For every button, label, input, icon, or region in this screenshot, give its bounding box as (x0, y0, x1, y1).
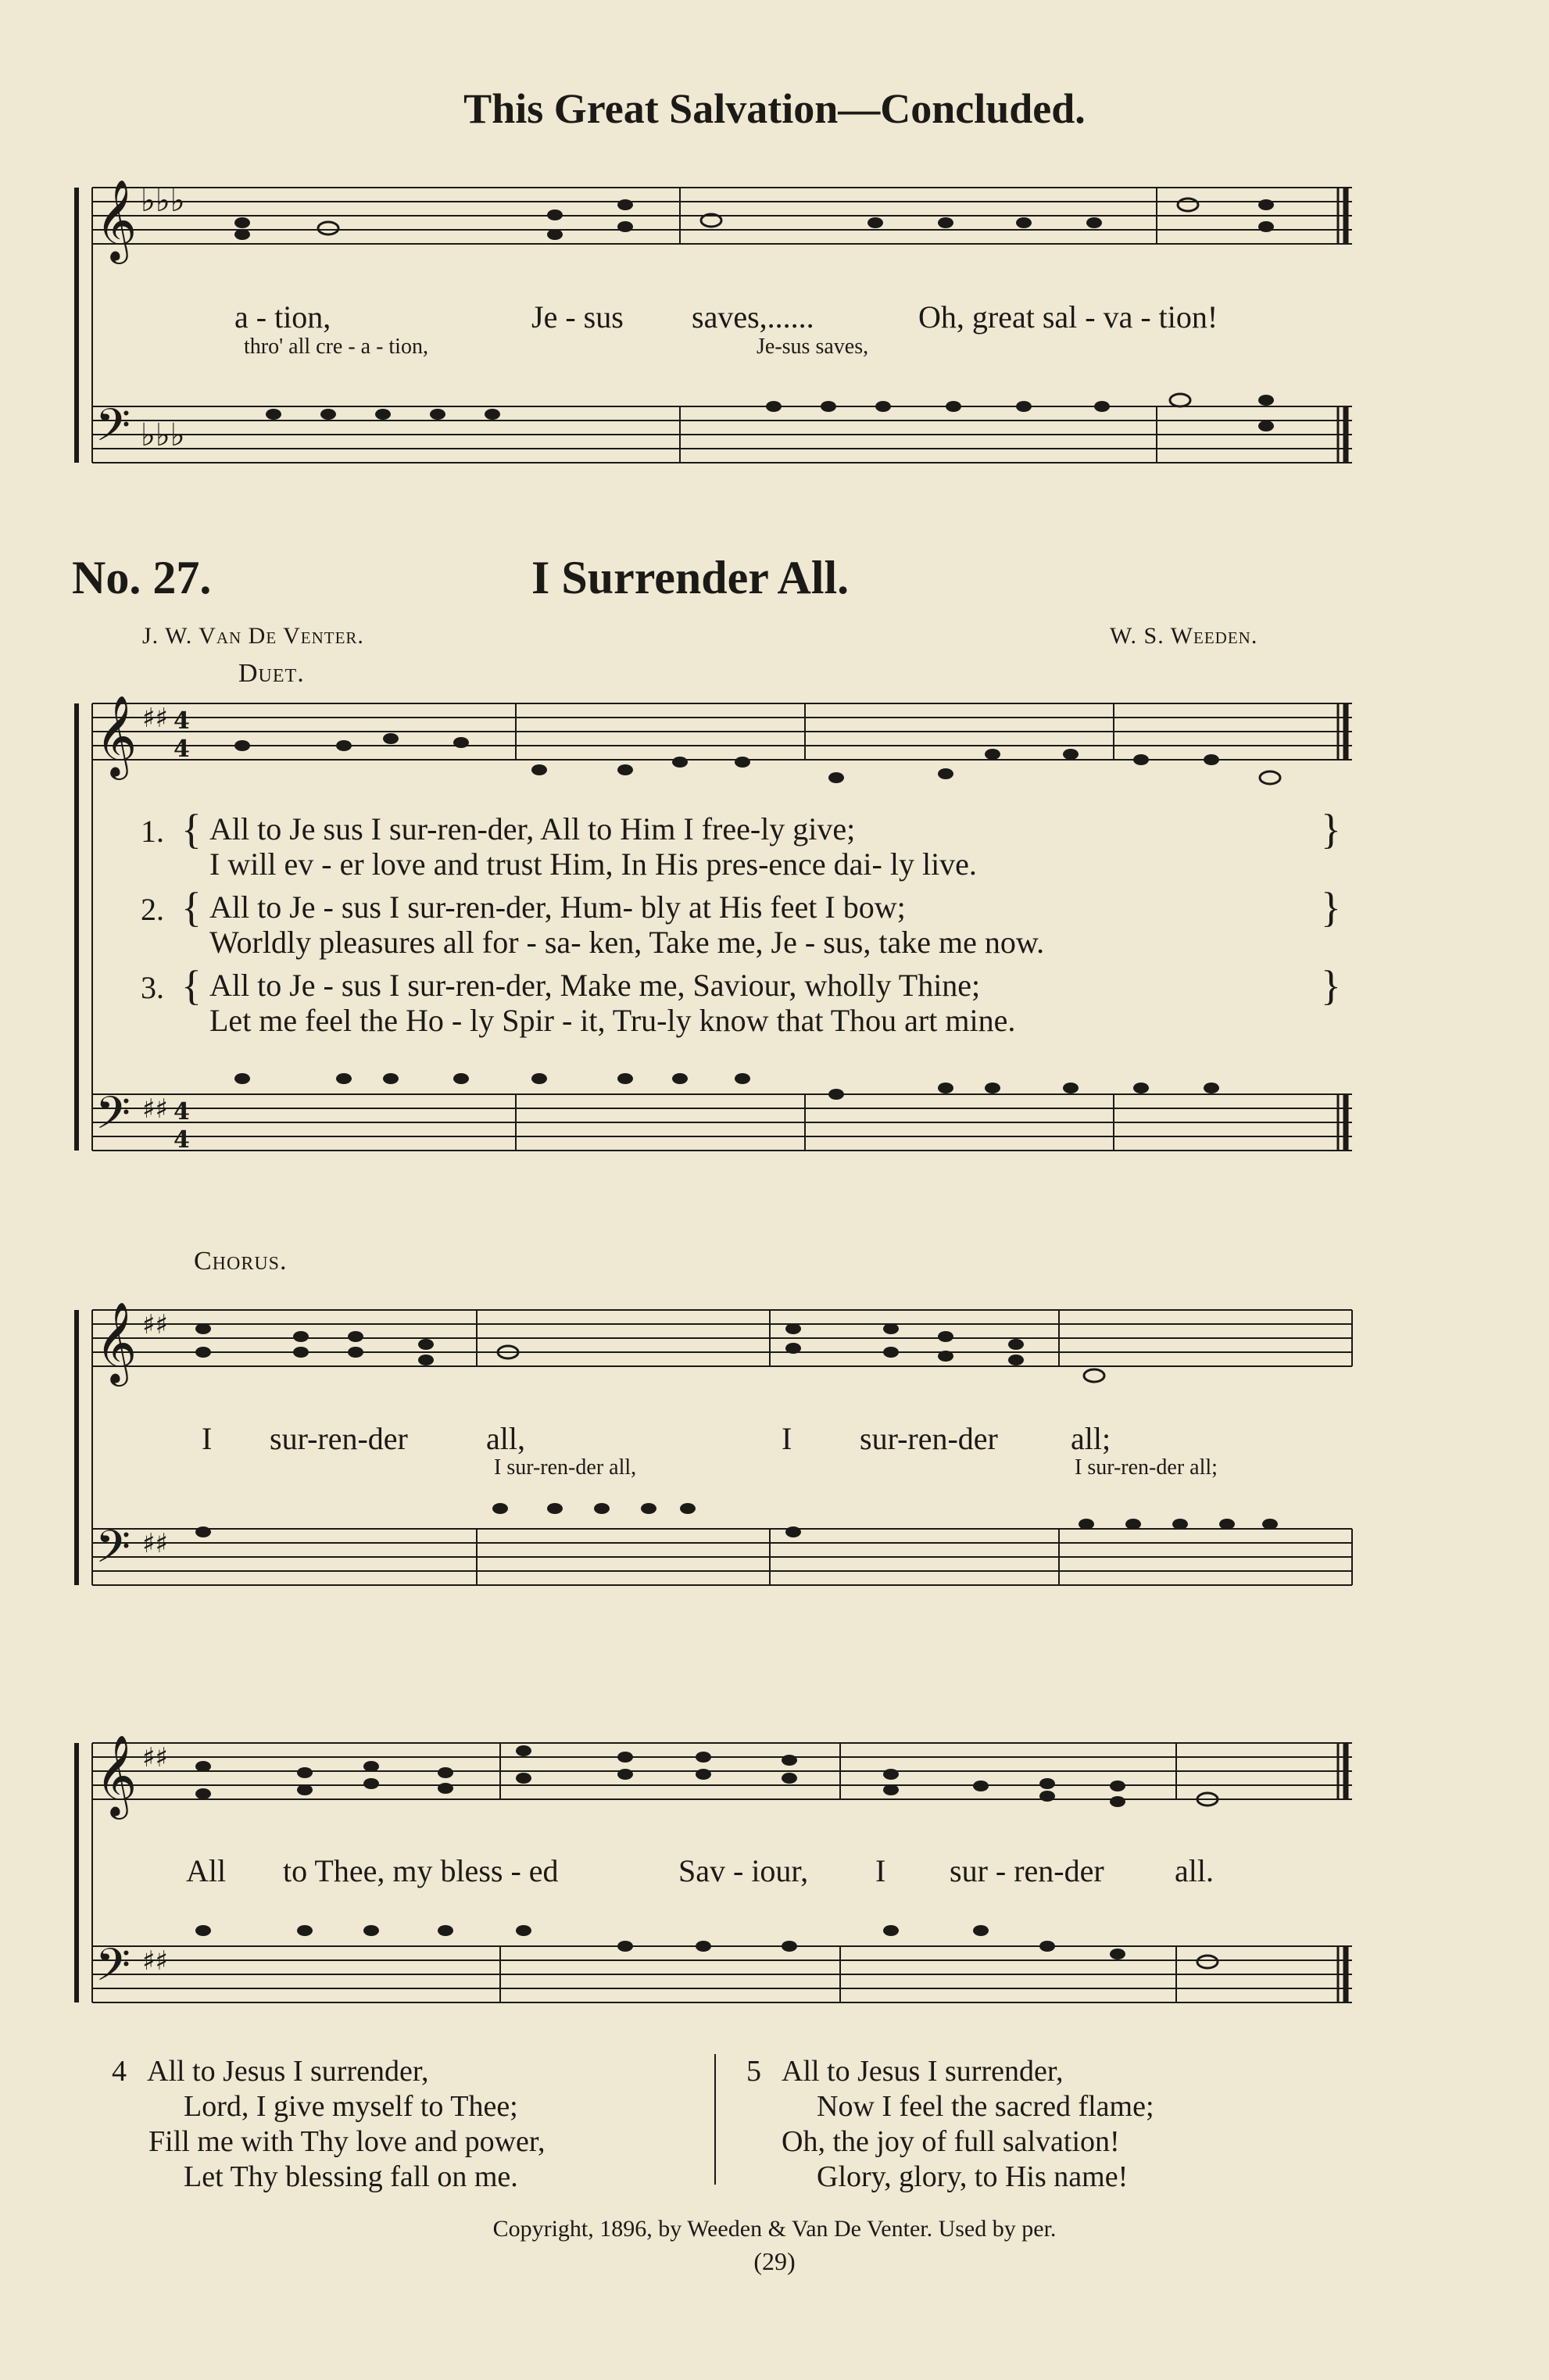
verse-2-line-1: All to Je - sus I sur-ren-der, Hum- bly at His feet I bow; (209, 889, 906, 925)
brace-left: { (181, 806, 202, 853)
svg-text:𝄢: 𝄢 (95, 1938, 131, 2002)
verse-5-number: 5 (746, 2055, 761, 2088)
brace-left: { (181, 962, 202, 1009)
staff-final-bass (92, 1946, 1352, 2002)
staff-chorus-treble (92, 1310, 1352, 1366)
chorus-lower-lyric-2: I sur-ren-der all; (1075, 1455, 1218, 1480)
verse-4-line-2: Lord, I give myself to Thee; (184, 2090, 518, 2123)
chorus2-lyric-2: to Thee, my bless - ed (283, 1853, 559, 1888)
verse-2-line-2: Worldly pleasures all for - sa- ken, Take me, Je - sus, take me now. (209, 925, 1045, 960)
svg-text:♯♯: ♯♯ (142, 1528, 168, 1559)
system1-lyric-3: saves,...... (692, 299, 814, 335)
verse-3-line-2: Let me feel the Ho - ly Spir - it, Tru-ly know that Thou art mine. (209, 1003, 1016, 1038)
brace-left: { (181, 884, 202, 931)
staff-duet-bass (92, 1094, 1352, 1151)
chorus-lyric-1: I (202, 1421, 213, 1456)
staff-chorus-bass (92, 1529, 1352, 1585)
chorus-lower-lyric-1: I sur-ren-der all, (494, 1455, 637, 1480)
system1-lower-lyric-2: Je-sus saves, (757, 335, 869, 359)
verse-1-line-1: All to Je sus I sur-ren-der, All to Him I free-ly give; (209, 811, 856, 846)
svg-text:♯♯: ♯♯ (142, 703, 168, 734)
svg-text:4: 4 (174, 707, 190, 735)
chorus2-lyric-6: all. (1175, 1853, 1214, 1888)
svg-text:𝄞: 𝄞 (95, 695, 138, 777)
svg-text:𝄢: 𝄢 (95, 1086, 131, 1151)
chorus-lyric-4: I (782, 1421, 792, 1456)
chorus2-lyric-1: All (186, 1853, 227, 1888)
svg-text:𝄞: 𝄞 (95, 1301, 138, 1383)
continued-title: This Great Salvation—Concluded. (463, 85, 1086, 132)
system1-lyric-4: Oh, great sal - va - tion! (918, 299, 1218, 335)
chorus-lyric-2: sur-ren-der (270, 1421, 408, 1456)
verse-1-line-2: I will ev - er love and trust Him, In His pres-ence dai- ly live. (209, 846, 977, 882)
system1-lower-lyric-1: thro' all cre - a - tion, (244, 335, 428, 359)
svg-text:𝄢: 𝄢 (95, 399, 131, 463)
verse-2-number: 2. (141, 892, 164, 927)
staff-system1-treble (92, 188, 1352, 244)
brace-right: } (1321, 884, 1341, 931)
copyright-notice: Copyright, 1896, by Weeden & Van De Venter. Used by per. (492, 2216, 1057, 2242)
page-number: (29) (753, 2247, 796, 2275)
author-words: J. W. Van De Venter. (142, 623, 364, 649)
verse-5-line-4: Glory, glory, to His name! (817, 2160, 1129, 2193)
chorus-label: Chorus. (194, 1247, 288, 1276)
svg-text:4: 4 (174, 735, 190, 763)
svg-text:4: 4 (174, 1098, 190, 1126)
verse-5-line-2: Now I feel the sacred flame; (817, 2090, 1154, 2123)
svg-text:♭♭♭: ♭♭♭ (141, 183, 185, 219)
svg-text:♯♯: ♯♯ (142, 1945, 168, 1977)
system1-lyric-2: Je - sus (531, 299, 624, 335)
verse-3-line-1: All to Je - sus I sur-ren-der, Make me, Saviour, wholly Thine; (209, 968, 981, 1003)
verse-4-line-3: Fill me with Thy love and power, (148, 2125, 546, 2158)
verse-4-line-4: Let Thy blessing fall on me. (184, 2160, 518, 2193)
hymn-number: No. 27. (72, 552, 212, 603)
svg-text:𝄢: 𝄢 (95, 1520, 131, 1584)
svg-text:♯♯: ♯♯ (142, 1742, 168, 1773)
verse-1-number: 1. (141, 814, 164, 849)
system1-lyric-1: a - tion, (234, 299, 331, 335)
chorus2-lyric-3: Sav - iour, (678, 1853, 809, 1888)
staff-duet-treble (92, 703, 1352, 760)
chorus-lyric-6: all; (1071, 1421, 1111, 1456)
svg-text:♭♭♭: ♭♭♭ (141, 417, 185, 453)
verse-5-line-1: All to Jesus I surrender, (782, 2055, 1064, 2088)
staff-final-treble (92, 1743, 1352, 1799)
svg-text:𝄞: 𝄞 (95, 1734, 138, 1816)
chorus2-lyric-4: I (875, 1853, 886, 1888)
chorus2-lyric-5: sur - ren-der (950, 1853, 1104, 1888)
verse-4-number: 4 (112, 2055, 127, 2088)
verse-3-number: 3. (141, 970, 164, 1005)
brace-right: } (1321, 806, 1341, 853)
verse-5-line-3: Oh, the joy of full salvation! (782, 2125, 1120, 2158)
duet-label: Duet. (238, 659, 305, 688)
brace-right: } (1321, 962, 1341, 1009)
author-music: W. S. Weeden. (1110, 623, 1258, 649)
verse-4-line-1: All to Jesus I surrender, (147, 2055, 429, 2088)
svg-text:♯♯: ♯♯ (142, 1309, 168, 1340)
chorus-lyric-5: sur-ren-der (860, 1421, 998, 1456)
svg-text:♯♯: ♯♯ (142, 1093, 168, 1125)
hymn-title: I Surrender All. (531, 552, 850, 603)
svg-text:4: 4 (174, 1126, 190, 1154)
chorus-lyric-3: all, (486, 1421, 525, 1456)
svg-text:𝄞: 𝄞 (95, 179, 138, 261)
